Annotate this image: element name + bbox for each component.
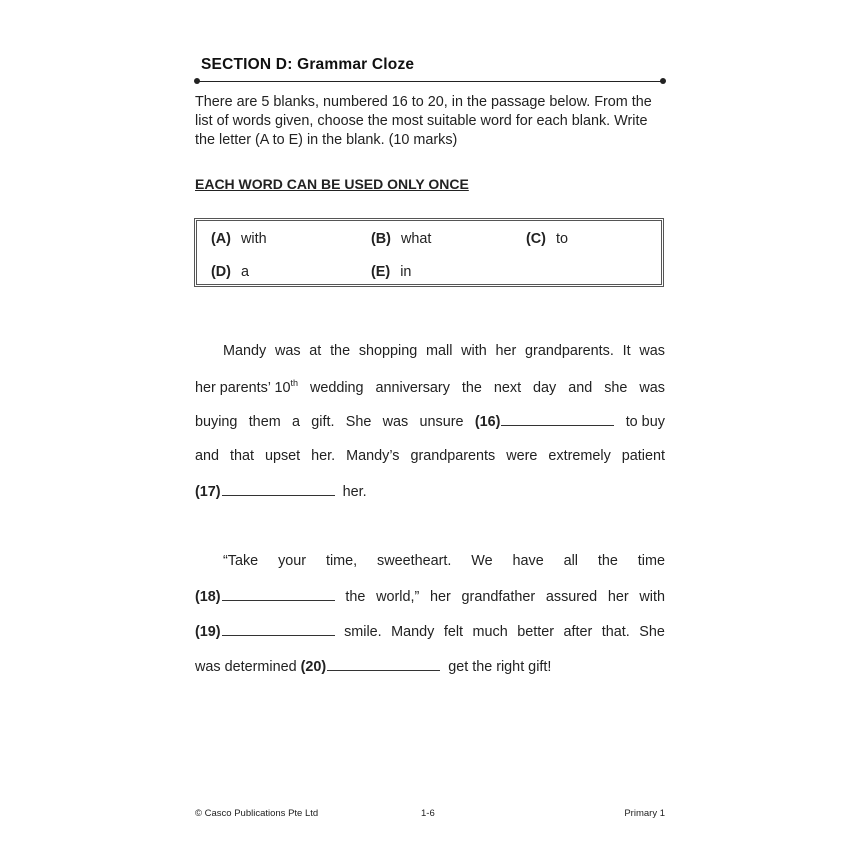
- passage-word: grandparents.: [525, 343, 614, 359]
- passage-word: grandparents: [410, 448, 496, 464]
- blank-number: (18): [195, 589, 221, 605]
- passage-word: It: [622, 343, 631, 359]
- passage-word: and: [195, 448, 220, 464]
- passage-word: wedding: [309, 379, 364, 396]
- passage-line: [195, 448, 665, 468]
- passage-word: her: [607, 589, 629, 605]
- passage-word: she: [604, 379, 628, 396]
- passage-word: her.: [342, 484, 367, 500]
- passage-word: her: [430, 589, 451, 605]
- passage-word: We: [471, 553, 493, 569]
- passage-word: was: [274, 343, 301, 359]
- blank-19[interactable]: [195, 623, 335, 640]
- passage-word: unsure: [419, 414, 464, 430]
- option-letter: (A): [211, 231, 231, 247]
- option-a: [211, 231, 267, 247]
- passage-word: the: [461, 379, 482, 396]
- passage-word: them: [248, 414, 281, 430]
- passage-word: the: [330, 343, 351, 359]
- passage-word: She: [345, 414, 372, 430]
- passage-word: to buy: [625, 414, 665, 430]
- passage-word: better: [517, 624, 555, 640]
- blank-number: (16): [474, 414, 501, 430]
- passage-word: and: [568, 379, 593, 396]
- blank-number: (17): [195, 484, 221, 500]
- passage-word: all: [563, 553, 578, 569]
- option-letter: (B): [371, 231, 391, 247]
- section-title: SECTION D: Grammar Cloze: [201, 56, 415, 73]
- blank-number: (20): [300, 659, 327, 675]
- passage-word: have: [512, 553, 544, 569]
- footer-page-number: 1-6: [421, 808, 435, 819]
- passage-word: world,”: [376, 589, 420, 605]
- passage-word: was: [382, 414, 409, 430]
- instructions-text: There are 5 blanks, numbered 16 to 20, in the passage below. From the list of words given, choose the most suitable word for each blank. Write the letter (A to E) in the blank. (10 marks): [195, 94, 652, 148]
- passage-word: assured: [545, 589, 598, 605]
- passage-word: at: [309, 343, 322, 359]
- option-word: to: [555, 231, 568, 247]
- passage-word: was determined: [195, 659, 297, 675]
- passage-word: her.: [311, 448, 336, 464]
- passage-word: the: [597, 553, 618, 569]
- passage-word: with: [461, 343, 487, 359]
- option-b: [371, 231, 431, 247]
- passage-word: sweetheart.: [377, 553, 452, 569]
- passage-word: time: [637, 553, 665, 569]
- passage-word: get the right gift!: [448, 659, 552, 675]
- option-letter: (D): [211, 264, 231, 280]
- blank-20[interactable]: [301, 658, 441, 675]
- blank-16[interactable]: [475, 413, 615, 430]
- passage-word: a: [291, 414, 300, 430]
- answer-line[interactable]: [222, 483, 335, 496]
- passage-word: anniversary: [375, 379, 450, 396]
- passage-word: much: [472, 624, 508, 640]
- passage-line: [195, 413, 665, 433]
- passage-line: [223, 553, 665, 573]
- passage-word: was: [639, 343, 665, 359]
- blank-17[interactable]: [195, 483, 335, 500]
- option-word: in: [400, 264, 412, 280]
- passage-line: her parents’ 10th wedding anniversary the next day and she was: [195, 378, 665, 396]
- answer-line[interactable]: [501, 413, 614, 426]
- option-word: what: [400, 231, 432, 247]
- passage-word: mall: [426, 343, 453, 359]
- answer-line[interactable]: [327, 658, 440, 671]
- passage-word: shopping: [358, 343, 418, 359]
- footer-level: Primary 1: [624, 808, 665, 819]
- passage-word: Mandy: [391, 624, 435, 640]
- rule-right-dot: [660, 78, 666, 84]
- passage-word: that.: [601, 624, 630, 640]
- passage-word: smile.: [344, 624, 382, 640]
- passage-word: Mandy’s: [346, 448, 400, 464]
- passage-word: was: [639, 379, 665, 396]
- title-rule: [197, 81, 663, 82]
- passage-word: were: [506, 448, 538, 464]
- option-word: a: [240, 264, 249, 280]
- passage-line: [195, 623, 665, 643]
- passage-word: her parents’ 10: [195, 379, 291, 396]
- passage-line: [195, 588, 665, 608]
- answer-line[interactable]: [222, 623, 335, 636]
- option-letter: (E): [371, 264, 391, 280]
- blank-number: (19): [195, 624, 221, 640]
- passage-word: grandfather: [461, 589, 536, 605]
- passage-word: day: [533, 379, 557, 396]
- passage-word: her: [495, 343, 517, 359]
- passage-word: Mandy: [223, 343, 267, 359]
- passage-word: your: [278, 553, 307, 569]
- passage-word: felt: [443, 624, 464, 640]
- passage-word: the: [345, 589, 366, 605]
- rule-left-dot: [194, 78, 200, 84]
- passage-word: “Take: [223, 553, 259, 569]
- passage-word: extremely: [548, 448, 611, 464]
- passage-line: [195, 483, 665, 503]
- passage-line: [195, 658, 665, 678]
- passage-word: time,: [325, 553, 358, 569]
- option-word: with: [240, 231, 267, 247]
- passage-word: upset: [264, 448, 301, 464]
- answer-line[interactable]: [222, 588, 335, 601]
- passage-word: gift.: [311, 414, 335, 430]
- option-d: [211, 264, 249, 280]
- passage-word: She: [639, 624, 665, 640]
- passage-word: with: [639, 589, 665, 605]
- option-c: [526, 231, 568, 247]
- option-letter: (C): [526, 231, 546, 247]
- word-bank-box: [194, 218, 664, 287]
- passage-word: that: [229, 448, 254, 464]
- notice-text: EACH WORD CAN BE USED ONLY ONCE: [195, 176, 469, 192]
- blank-18[interactable]: [195, 588, 335, 605]
- footer-publisher: © Casco Publications Pte Ltd: [195, 808, 319, 819]
- option-e: [371, 264, 411, 280]
- passage-line: [223, 343, 665, 363]
- passage-word: patient: [621, 448, 665, 464]
- passage-word: after: [563, 624, 593, 640]
- passage-word: next: [493, 379, 522, 396]
- passage-word: buying: [195, 414, 238, 430]
